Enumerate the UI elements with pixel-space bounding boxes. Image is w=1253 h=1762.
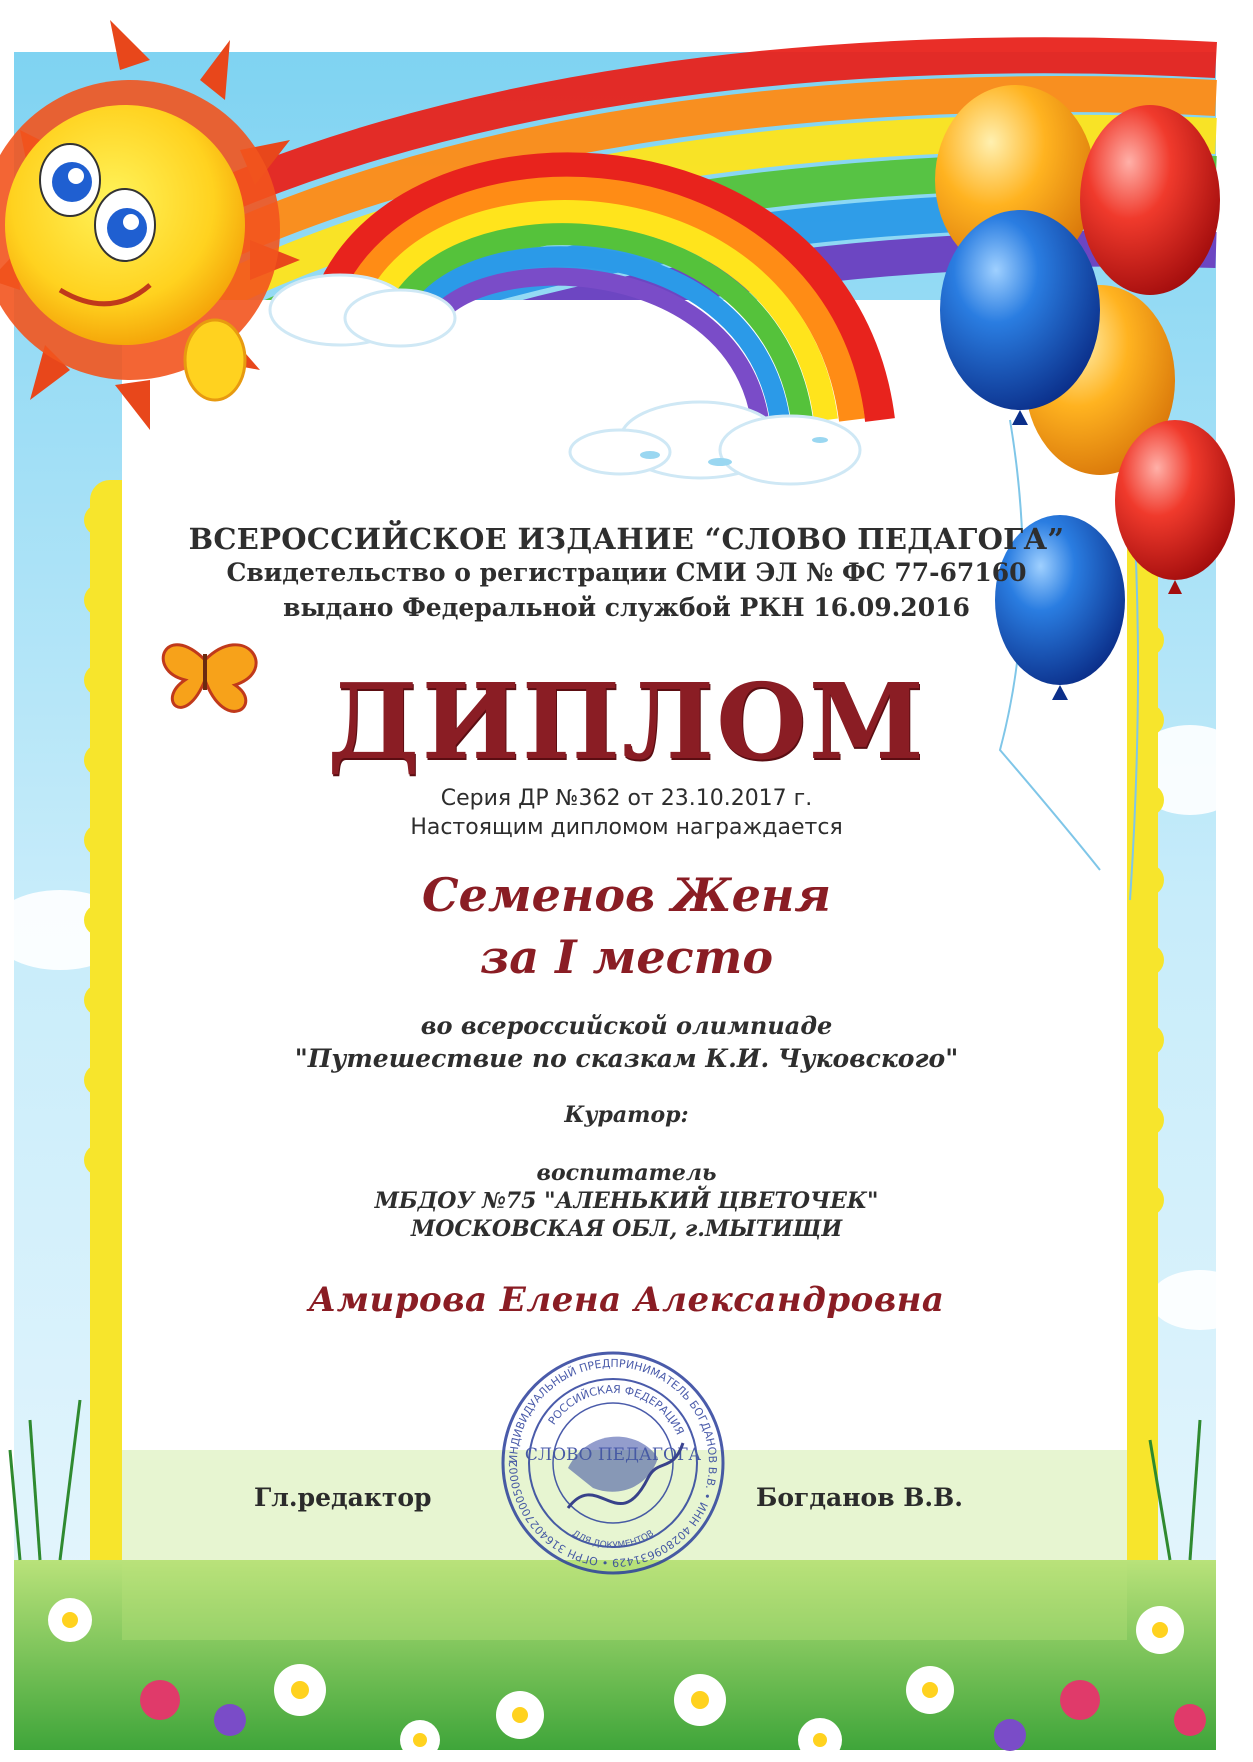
curator-label: Куратор: (564, 1102, 689, 1128)
event-type: во всероссийской олимпиаде (420, 1011, 833, 1040)
organization-name: МБДОУ №75 "АЛЕНЬКИЙ ЦВЕТОЧЕК" (374, 1188, 879, 1214)
diploma-title: ДИПЛОМ (327, 660, 926, 783)
svg-text:ДЛЯ ДОКУМЕНТОВ (570, 1529, 656, 1551)
svg-text:РОССИЙСКАЯ ФЕДЕРАЦИЯ (546, 1383, 687, 1437)
recipient-name: Семенов Женя (421, 868, 832, 922)
seal-bottom-text: ДЛЯ ДОКУМЕНТОВ (570, 1528, 656, 1552)
awarded-text: Настоящим дипломом награждается (410, 815, 843, 840)
signature-role-label: Гл.редактор (254, 1483, 432, 1512)
event-name: "Путешествие по сказкам К.И. Чуковского" (294, 1044, 959, 1073)
seal-center-text: СЛОВО ПЕДАГОГА (524, 1445, 702, 1465)
diploma-series: Серия ДР №362 от 23.10.2017 г. (440, 786, 813, 811)
curator-role: воспитатель (536, 1160, 717, 1186)
official-seal (498, 1348, 728, 1578)
organization-location: МОСКОВСКАЯ ОБЛ, г.МЫТИЩИ (410, 1216, 843, 1242)
seal-inner-text: РОССИЙСКАЯ ФЕДЕРАЦИЯ (545, 1382, 687, 1437)
seal-outer-text: ИНДИВИДУАЛЬНЫЙ ПРЕДПРИНИМАТЕЛЬ БОГДАНОВ В.В. • ИНН 402809631429 • ОГРН 316402700050002 (506, 1356, 720, 1570)
header-registration: Свидетельство о регистрации СМИ ЭЛ № ФС 77-67160 (226, 558, 1027, 587)
award-place: за I место (479, 930, 774, 984)
signature-name: Богданов В.В. (756, 1483, 963, 1512)
header-publication-name: ВСЕРОССИЙСКОЕ ИЗДАНИЕ “СЛОВО ПЕДАГОГА” (188, 522, 1065, 556)
curator-name: Амирова Елена Александровна (308, 1280, 945, 1320)
header-issued-by: выдано Федеральной службой РКН 16.09.2016 (283, 593, 970, 622)
